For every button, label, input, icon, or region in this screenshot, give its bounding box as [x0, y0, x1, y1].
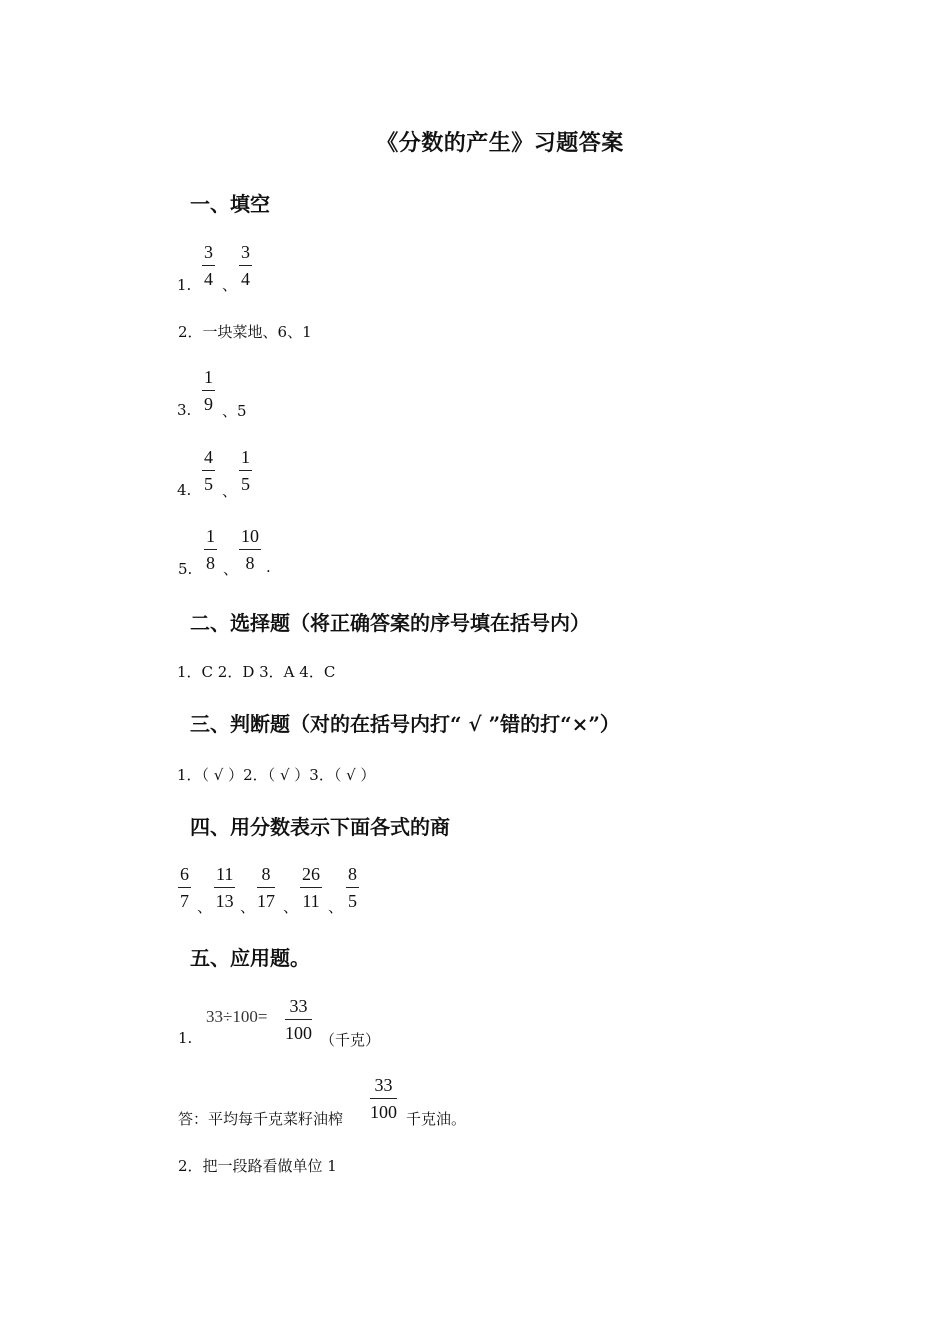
section-heading-judge: 三、判断题（对的在括号内打“ √ ”错的打“×”）: [190, 712, 620, 736]
apply-q1-unit: （千克）: [320, 1031, 381, 1049]
section-heading-application: 五、应用题。: [190, 946, 310, 970]
judge-answers: 1．（ √ ）2．（ √ ）3．（ √ ）: [177, 766, 376, 784]
fill-q3-label: 3.: [177, 401, 192, 419]
section-heading-choice: 二、选择题（将正确答案的序号填在括号内）: [190, 611, 590, 635]
separator: 、: [328, 898, 344, 916]
separator: 、: [240, 898, 256, 916]
apply-answer-suffix: 千克油。: [406, 1110, 467, 1128]
fill-q4-fraction-2: [239, 446, 252, 495]
numerator: 33: [370, 1074, 397, 1099]
apply-answer-prefix: 答：平均每千克菜籽油榨: [178, 1110, 344, 1128]
fill-q5-label: 5.: [178, 560, 193, 578]
separator: 、: [197, 898, 213, 916]
denominator: 5: [348, 891, 357, 911]
numerator: 1: [204, 525, 217, 550]
denominator: 4: [204, 269, 213, 289]
quotient-fraction: [346, 863, 359, 912]
fill-q3-tail: 、5: [222, 402, 247, 420]
fill-q1-label: 1.: [177, 276, 192, 294]
denominator: 100: [370, 1102, 397, 1122]
numerator: 1: [239, 446, 252, 471]
numerator: 1: [202, 366, 215, 391]
apply-q2-text: 2．把一段路看做单位 1: [178, 1157, 337, 1175]
denominator: 7: [180, 891, 189, 911]
fill-q5-fraction-2: [239, 525, 261, 574]
section-heading-fill: 一、填空: [190, 192, 270, 216]
denominator: 5: [204, 474, 213, 494]
fill-q1-fraction-1: [202, 241, 215, 290]
denominator: 8: [245, 553, 255, 573]
denominator: 100: [285, 1023, 312, 1043]
numerator: 3: [202, 241, 215, 266]
fill-q2-text: 2．一块菜地、6、1: [178, 323, 312, 341]
apply-q1-fraction: [285, 995, 312, 1044]
numerator: 8: [346, 863, 359, 888]
quotient-fraction: [214, 863, 235, 912]
numerator: 10: [239, 525, 261, 550]
numerator: 26: [300, 863, 322, 888]
fill-q5-fraction-1: [204, 525, 217, 574]
section-heading-quotients: 四、用分数表示下面各式的商: [190, 815, 450, 839]
apply-q1-label: 1.: [178, 1029, 193, 1047]
fill-q4-label: 4.: [177, 481, 192, 499]
numerator: 11: [214, 863, 235, 888]
choice-answers: 1．C 2．D 3．A 4．C: [177, 663, 336, 681]
numerator: 4: [202, 446, 215, 471]
fill-q3-fraction-1: [202, 366, 215, 415]
separator: 、: [222, 482, 238, 500]
denominator: 11: [302, 891, 320, 911]
denominator: 17: [257, 891, 275, 911]
fill-q5-tail: .: [266, 558, 271, 576]
numerator: 3: [239, 241, 252, 266]
quotient-fraction: [178, 863, 191, 912]
denominator: 5: [241, 474, 250, 494]
separator: 、: [223, 560, 239, 578]
fill-q4-fraction-1: [202, 446, 215, 495]
numerator: 8: [257, 863, 275, 888]
separator: 、: [222, 276, 238, 294]
denominator: 13: [215, 891, 234, 911]
denominator: 8: [206, 553, 215, 573]
apply-answer-fraction: [370, 1074, 397, 1123]
denominator: 4: [241, 269, 250, 289]
fill-q1-fraction-2: [239, 241, 252, 290]
denominator: 9: [204, 394, 213, 414]
separator: 、: [283, 898, 299, 916]
page-title: 《分数的产生》习题答案: [376, 130, 624, 156]
quotient-fraction: [257, 863, 275, 912]
numerator: 6: [178, 863, 191, 888]
quotient-fraction: [300, 863, 322, 912]
apply-q1-expression: 33÷100=: [206, 1007, 268, 1026]
numerator: 33: [285, 995, 312, 1020]
